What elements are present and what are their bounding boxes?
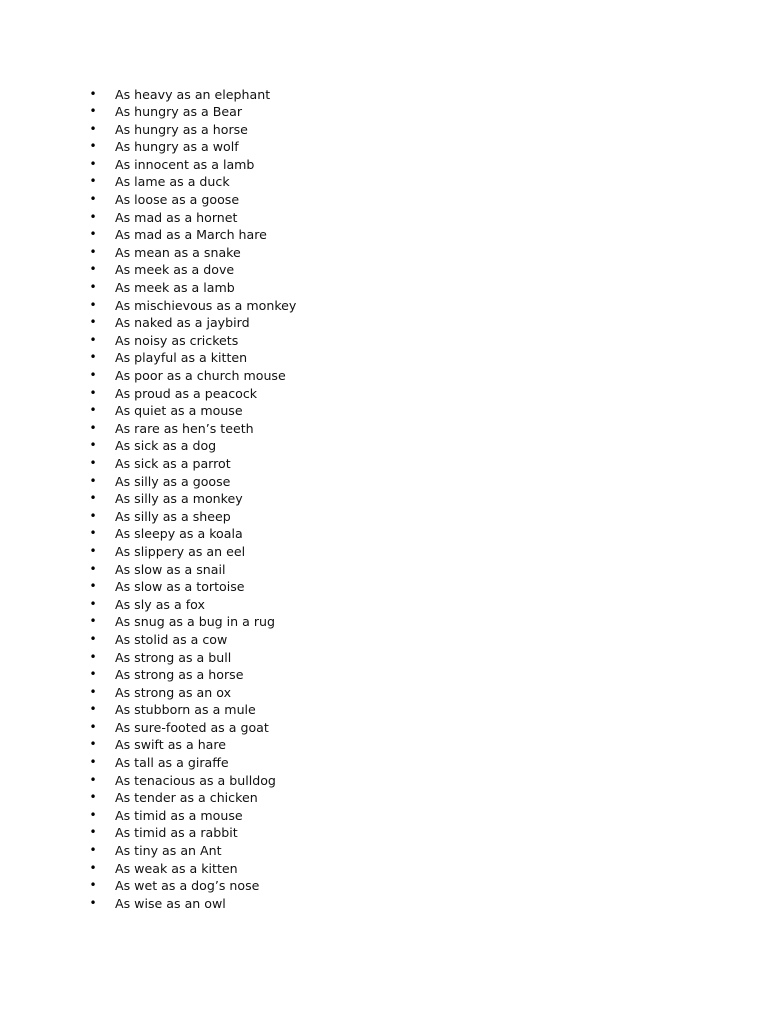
list-item-text: As hungry as a wolf bbox=[115, 139, 239, 155]
bullet-icon: • bbox=[89, 825, 97, 840]
list-item bbox=[87, 103, 296, 121]
list-item-text: As snug as a bug in a rug bbox=[115, 614, 276, 630]
bullet-icon: • bbox=[89, 491, 97, 506]
list-item bbox=[87, 191, 296, 209]
bullet-icon: • bbox=[89, 104, 97, 119]
bullet-icon: • bbox=[89, 667, 97, 682]
bullet-icon: • bbox=[89, 455, 97, 470]
list-item-text: As lame as a duck bbox=[115, 174, 230, 190]
list-item-text: As mean as a snake bbox=[115, 244, 241, 260]
list-item bbox=[87, 613, 296, 631]
list-item bbox=[87, 349, 296, 367]
list-item bbox=[87, 173, 296, 191]
list-item bbox=[87, 138, 296, 156]
list-item-text: As sleepy as a koala bbox=[115, 526, 243, 542]
list-item bbox=[87, 631, 296, 649]
list-item-text: As tenacious as a bulldog bbox=[115, 772, 276, 788]
list-item bbox=[87, 666, 296, 684]
list-item-text: As hungry as a horse bbox=[115, 121, 248, 137]
list-item bbox=[87, 244, 296, 262]
list-item-text: As meek as a dove bbox=[115, 262, 235, 278]
list-item-text: As mad as a March hare bbox=[115, 227, 267, 243]
list-item-text: As strong as a bull bbox=[115, 649, 232, 665]
list-item-text: As timid as a rabbit bbox=[115, 825, 238, 841]
bullet-icon: • bbox=[89, 579, 97, 594]
bullet-icon: • bbox=[89, 350, 97, 365]
bullet-icon: • bbox=[89, 368, 97, 382]
bullet-icon: • bbox=[89, 755, 97, 770]
bullet-icon: • bbox=[89, 297, 97, 312]
list-item-text: As hungry as a Bear bbox=[115, 104, 243, 120]
list-item bbox=[87, 701, 296, 719]
list-item-text: As tender as a chicken bbox=[115, 790, 258, 806]
list-item bbox=[87, 437, 296, 455]
bullet-icon: • bbox=[89, 227, 97, 242]
list-item bbox=[87, 561, 296, 579]
bullet-icon: • bbox=[89, 473, 97, 488]
list-item-text: As strong as an ox bbox=[115, 684, 232, 700]
list-item bbox=[87, 473, 296, 491]
list-item bbox=[87, 86, 296, 104]
list-item bbox=[87, 860, 296, 878]
list-item-text: As wise as an owl bbox=[115, 895, 226, 911]
bullet-icon: • bbox=[89, 174, 97, 189]
list-item-text: As sly as a fox bbox=[115, 596, 205, 612]
bullet-icon: • bbox=[89, 192, 97, 207]
list-item bbox=[87, 455, 296, 473]
list-item bbox=[87, 596, 296, 614]
bullet-icon: • bbox=[89, 156, 97, 171]
bullet-icon: • bbox=[89, 403, 97, 418]
list-item-text: As loose as a goose bbox=[115, 192, 240, 208]
list-item-text: As poor as a church mouse bbox=[115, 368, 286, 383]
list-item-text: As slow as a snail bbox=[115, 561, 226, 577]
list-item bbox=[87, 314, 296, 332]
list-item bbox=[87, 754, 296, 772]
list-item-text: As silly as a sheep bbox=[115, 508, 231, 524]
list-item bbox=[87, 895, 296, 913]
list-item-text: As sick as a parrot bbox=[115, 455, 231, 471]
list-item-text: As swift as a hare bbox=[115, 737, 227, 753]
list-item-text: As mad as a hornet bbox=[115, 209, 238, 225]
bulleted-list bbox=[87, 86, 296, 913]
list-item-text: As naked as a jaybird bbox=[115, 315, 250, 331]
list-item-text: As stolid as a cow bbox=[115, 631, 228, 647]
list-item-text: As strong as a horse bbox=[115, 667, 244, 683]
list-item-text: As slippery as an eel bbox=[115, 543, 246, 559]
bullet-icon: • bbox=[89, 684, 97, 699]
bullet-icon: • bbox=[89, 631, 97, 646]
bullet-icon: • bbox=[89, 438, 97, 453]
list-item bbox=[87, 226, 296, 244]
bullet-icon: • bbox=[89, 596, 97, 611]
list-item bbox=[87, 332, 296, 350]
list-item bbox=[87, 261, 296, 279]
list-item-text: As tiny as an Ant bbox=[115, 843, 222, 859]
list-item bbox=[87, 684, 296, 702]
bullet-icon: • bbox=[89, 209, 97, 224]
list-item bbox=[87, 297, 296, 315]
list-item-text: As sure-footed as a goat bbox=[115, 719, 269, 735]
bullet-icon: • bbox=[89, 139, 97, 154]
list-item-text: As silly as a goose bbox=[115, 473, 231, 489]
list-item-text: As heavy as an elephant bbox=[115, 86, 271, 102]
list-item bbox=[87, 490, 296, 508]
bullet-icon: • bbox=[89, 262, 97, 277]
list-item bbox=[87, 842, 296, 860]
list-item bbox=[87, 807, 296, 825]
bullet-icon: • bbox=[89, 737, 97, 752]
bullet-icon: • bbox=[89, 878, 97, 893]
list-item-text: As silly as a monkey bbox=[115, 491, 243, 507]
list-item-text: As stubborn as a mule bbox=[115, 702, 256, 718]
list-item bbox=[87, 367, 296, 385]
list-item bbox=[87, 543, 296, 561]
list-item-text: As mischievous as a monkey bbox=[115, 297, 297, 313]
bullet-icon: • bbox=[89, 385, 97, 400]
list-item bbox=[87, 525, 296, 543]
list-item bbox=[87, 719, 296, 737]
bullet-icon: • bbox=[89, 702, 97, 717]
list-item bbox=[87, 279, 296, 297]
bullet-icon: • bbox=[89, 614, 97, 629]
list-item-text: As proud as a peacock bbox=[115, 385, 258, 401]
list-item bbox=[87, 578, 296, 596]
list-item bbox=[87, 209, 296, 227]
list-item bbox=[87, 736, 296, 754]
list-item-text: As meek as a lamb bbox=[115, 280, 235, 296]
bullet-icon: • bbox=[89, 860, 97, 875]
bullet-icon: • bbox=[89, 86, 97, 101]
bullet-icon: • bbox=[89, 121, 97, 136]
bullet-icon: • bbox=[89, 719, 97, 734]
bullet-icon: • bbox=[89, 843, 97, 858]
list-item bbox=[87, 649, 296, 667]
list-item-text: As playful as a kitten bbox=[115, 350, 248, 366]
list-item bbox=[87, 772, 296, 790]
list-item-text: As slow as a tortoise bbox=[115, 579, 245, 595]
list-item-text: As wet as a dog’s nose bbox=[115, 878, 260, 894]
list-item bbox=[87, 508, 296, 526]
bullet-icon: • bbox=[89, 508, 97, 523]
list-item bbox=[87, 156, 296, 174]
bullet-icon: • bbox=[89, 420, 97, 435]
list-item-text: As rare as hen’s teeth bbox=[115, 420, 254, 436]
bullet-icon: • bbox=[89, 332, 97, 347]
list-item bbox=[87, 824, 296, 842]
bullet-icon: • bbox=[89, 772, 97, 787]
list-item bbox=[87, 402, 296, 420]
list-item-text: As sick as a dog bbox=[115, 438, 217, 454]
bullet-icon: • bbox=[89, 649, 97, 664]
list-item bbox=[87, 877, 296, 895]
bullet-icon: • bbox=[89, 315, 97, 330]
list-item bbox=[87, 121, 296, 139]
list-item-text: As timid as a mouse bbox=[115, 807, 243, 823]
list-item bbox=[87, 420, 296, 438]
bullet-icon: • bbox=[89, 280, 97, 295]
bullet-icon: • bbox=[89, 526, 97, 541]
list-item-text: As quiet as a mouse bbox=[115, 403, 243, 419]
list-item-text: As weak as a kitten bbox=[115, 860, 238, 876]
bullet-icon: • bbox=[89, 244, 97, 259]
list-item-text: As noisy as crickets bbox=[115, 332, 239, 348]
bullet-icon: • bbox=[89, 543, 97, 558]
bullet-icon: • bbox=[89, 561, 97, 576]
bullet-icon: • bbox=[89, 895, 97, 910]
bullet-icon: • bbox=[89, 790, 97, 805]
list-item-text: As innocent as a lamb bbox=[115, 156, 255, 172]
list-item-text: As tall as a giraffe bbox=[115, 755, 229, 771]
list-item bbox=[87, 385, 296, 403]
list-item bbox=[87, 789, 296, 807]
bullet-icon: • bbox=[89, 807, 97, 822]
